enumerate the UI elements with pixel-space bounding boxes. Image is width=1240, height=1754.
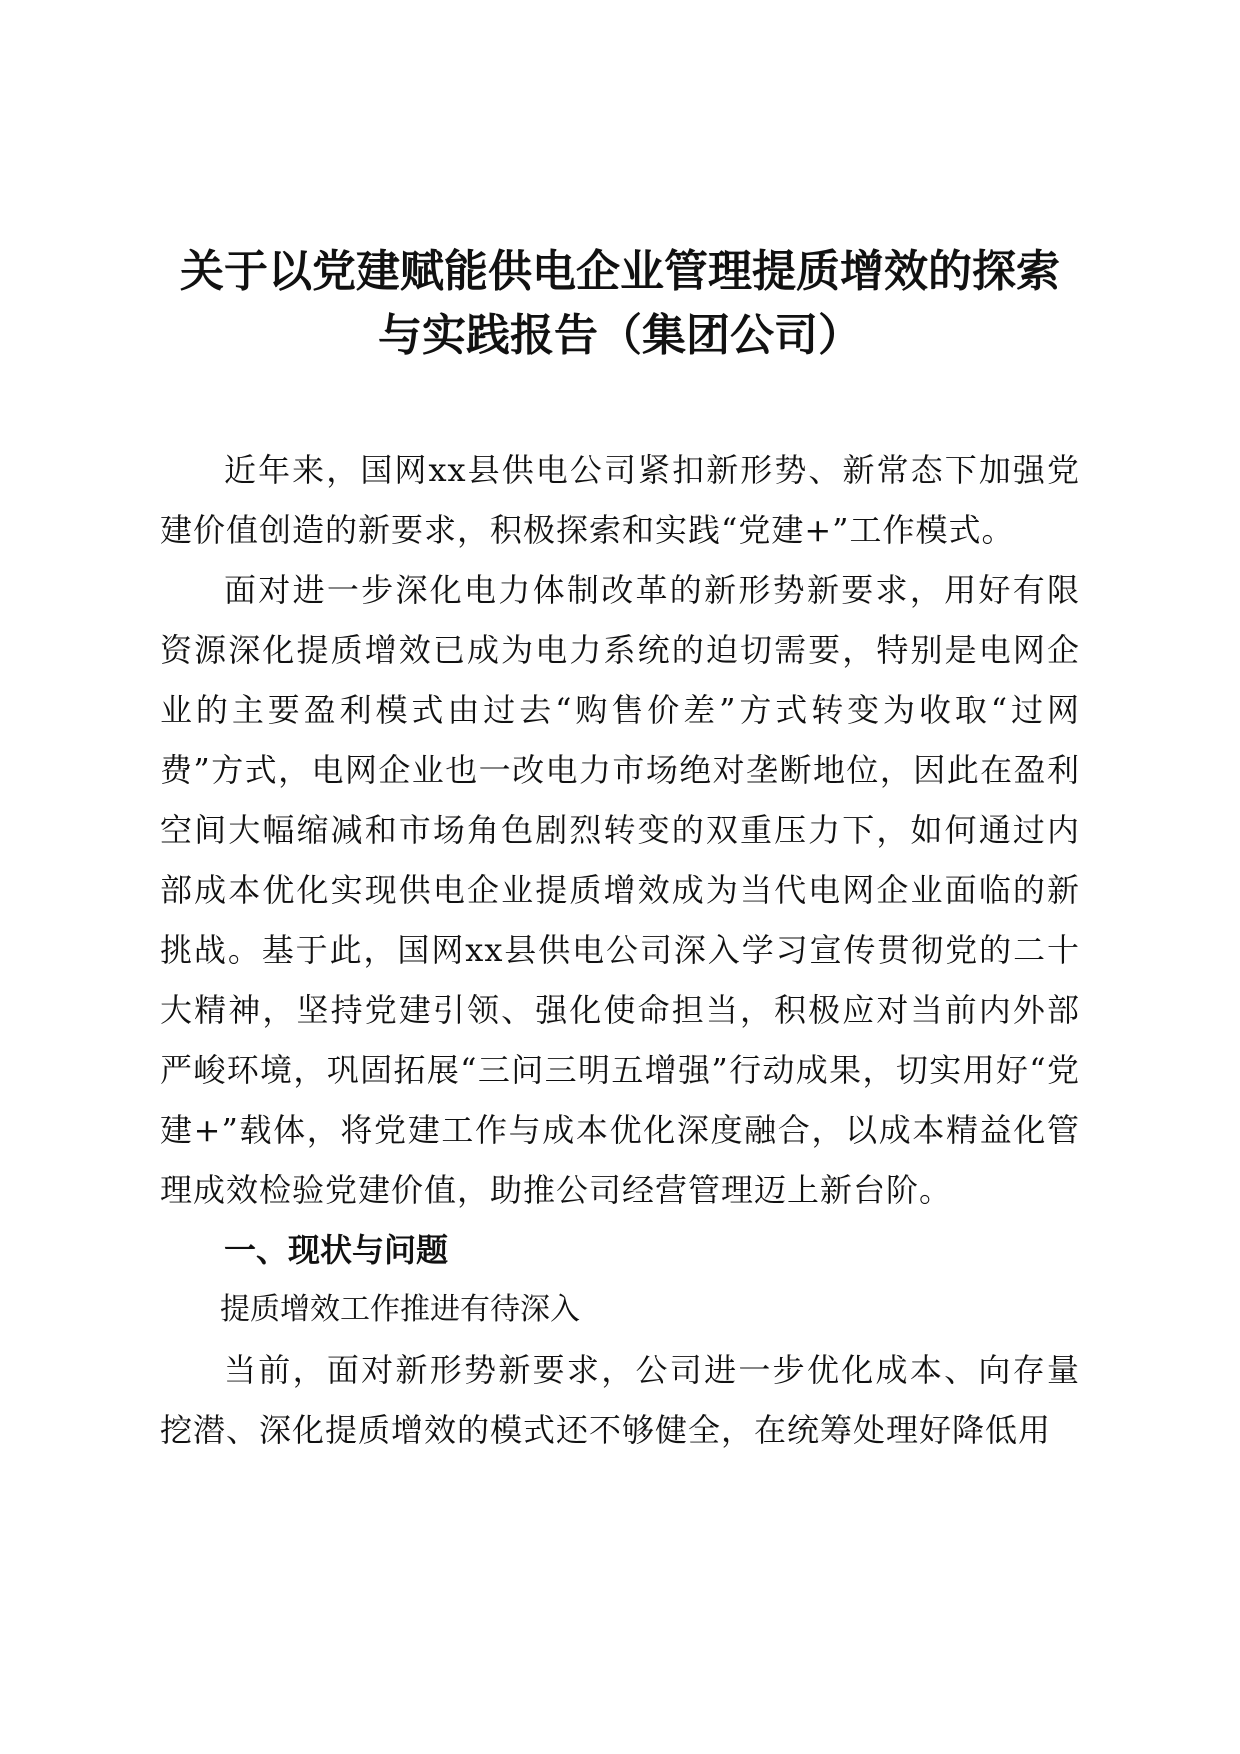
intro-paragraph: 近年来，国网xx县供电公司紧扣新形势、新常态下加强党建价值创造的新要求，积极探索和实践“党建+”工作模式。 xyxy=(160,451,1080,549)
section-paragraph: 当前，面对新形势新要求，公司进一步优化成本、向存量挖潜、深化提质增效的模式还不够健全，在统筹处理好降低用 xyxy=(160,1351,1080,1449)
document-title xyxy=(150,240,1090,368)
background-paragraph: 面对进一步深化电力体制改革的新形势新要求，用好有限资源深化提质增效已成为电力系统的迫切需要，特别是电网企业的主要盈利模式由过去“购售价差”方式转变为收取“过网费”方式，电网企业也一改电力市场绝对垄断地位，因此在盈利空间大幅缩减和市场角色剧烈转变的双重压力下，如何通过内部成本优化实现供电企业提质增效成为当代电网企业面临的新挑战。基于此，国网xx县供电公司深入学习宣传贯彻党的二十大精神，坚持党建引领、强化使命担当，积极应对当前内外部严峻环境，巩固拓展“三问三明五增强”行动成果，切实用好“党建+”载体，将党建工作与成本优化深度融合，以成本精益化管理成效检验党建价值，助推公司经营管理迈上新台阶。 xyxy=(160,571,1080,1209)
section-heading-status-and-problems: 一、现状与问题 xyxy=(224,1231,449,1269)
subsection-heading: 提质增效工作推进有待深入 xyxy=(220,1292,580,1327)
document-body xyxy=(160,440,1080,1460)
document-title-line-2: 与实践报告（集团公司） xyxy=(378,310,862,361)
document-title-line-1: 关于以党建赋能供电企业管理提质增效的探索 xyxy=(180,246,1060,297)
